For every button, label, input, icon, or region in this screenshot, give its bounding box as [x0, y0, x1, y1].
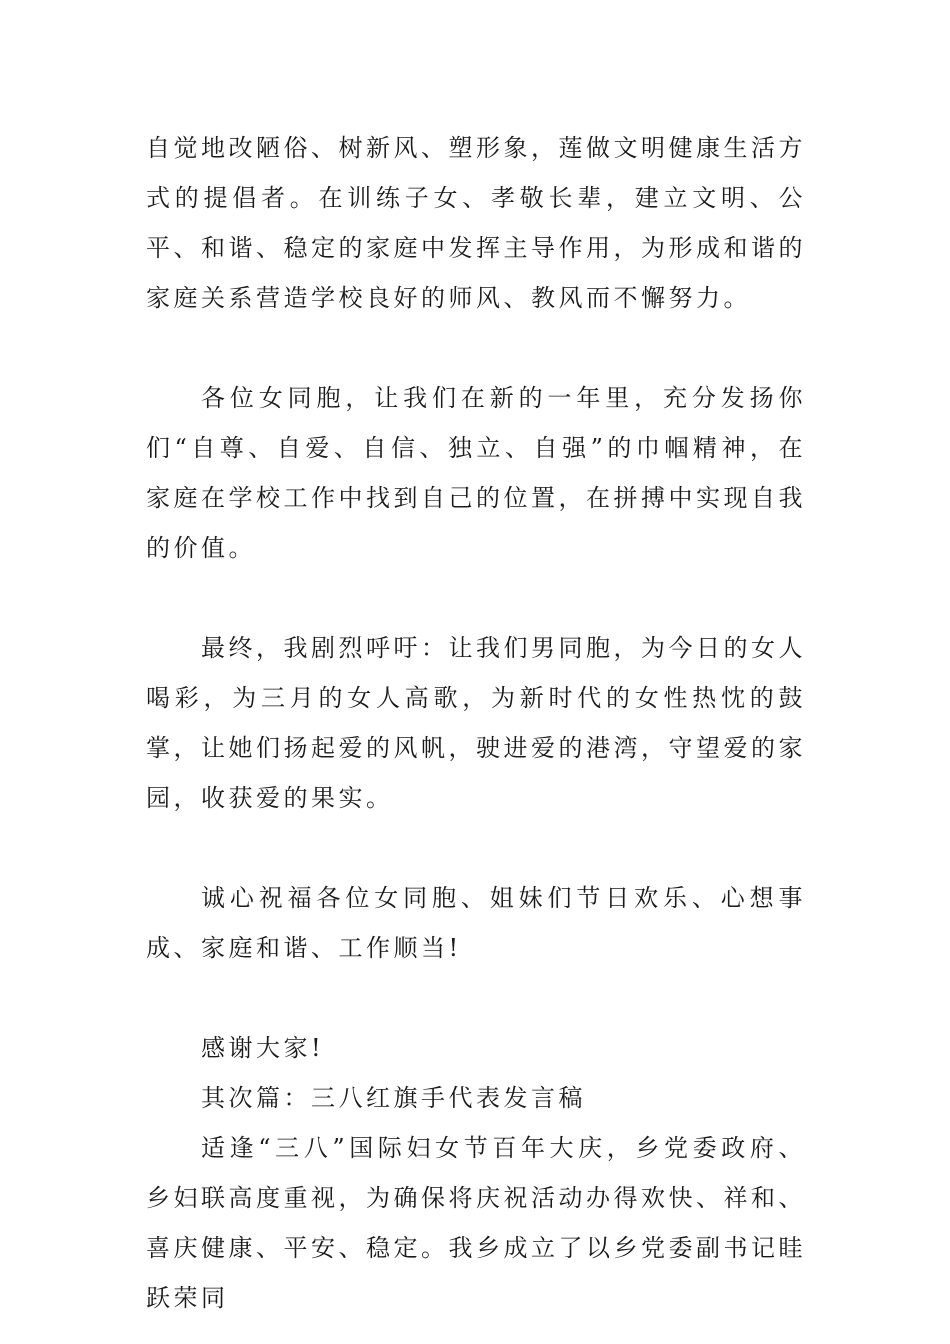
paragraph-5: 适逢“三八”国际妇女节百年大庆，乡党委政府、乡妇联高度重视，为确保将庆祝活动办得欢快、祥和、喜庆健康、平安、稳定。我乡成立了以乡党委副书记眭跃荣同 [146, 1134, 806, 1312]
paragraph-4: 诚心祝福各位女同胞、姐妹们节日欢乐、心想事成、家庭和谐、工作顺当! [146, 884, 806, 962]
section-heading: 其次篇：三八红旗手代表发言稿 [201, 1084, 586, 1112]
paragraph-1: 自觉地改陋俗、树新风、塑形象，莲做文明健康生活方式的提倡者。在训练子女、孝敬长辈，建立文明、公平、和谐、稳定的家庭中发挥主导作用，为形成和谐的家庭关系营造学校良好的师风、教风而不懈努力。 [146, 134, 806, 312]
paragraph-2: 各位女同胞，让我们在新的一年里，充分发扬你们“自尊、自爱、自信、独立、自强”的巾帼精神，在家庭在学校工作中找到自己的位置，在拼搏中实现自我的价值。 [146, 384, 806, 562]
document-page [146, 123, 806, 1323]
paragraph-3: 最终，我剧烈呼吁：让我们男同胞，为今日的女人喝彩，为三月的女人高歌，为新时代的女性热忱的鼓掌，让她们扬起爱的风帆，驶进爱的港湾，守望爱的家园，收获爱的果实。 [146, 634, 806, 812]
closing-thanks: 感谢大家! [201, 1034, 325, 1062]
